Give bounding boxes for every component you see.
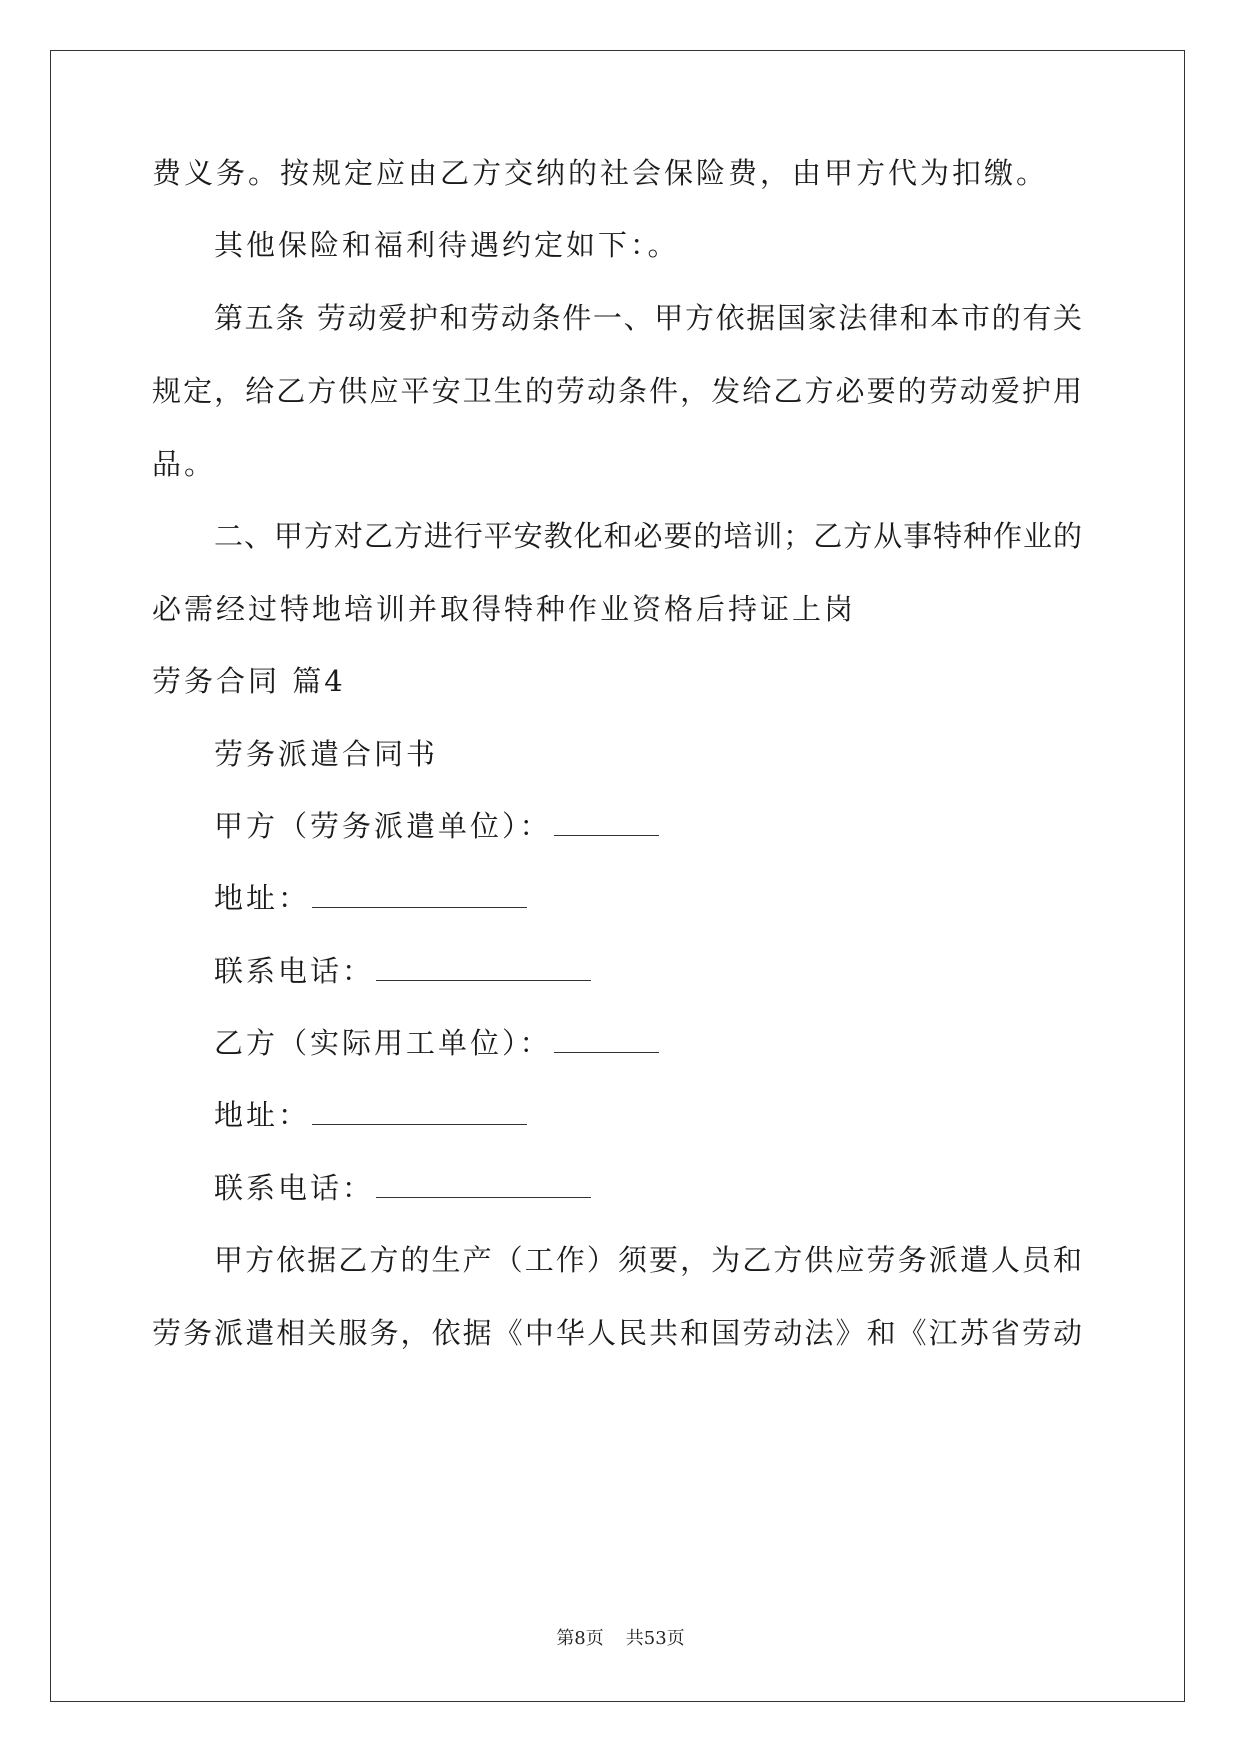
party-a-label: 甲方（劳务派遣单位）： <box>214 809 552 843</box>
party-b-address-line <box>214 1098 527 1132</box>
body-line-16: 甲方依据乙方的生产（工作）须要，为乙方供应劳务派遣人员和 <box>214 1243 1082 1277</box>
party-a-blank <box>554 815 659 836</box>
party-b-label: 乙方（实际用工单位）： <box>214 1026 552 1060</box>
body-line-7: 必需经过特地培训并取得特种作业资格后持证上岗 <box>152 592 857 626</box>
party-a-address-line <box>214 881 527 915</box>
body-line-4: 规定，给乙方供应平安卫生的劳动条件，发给乙方必要的劳动爱护用 <box>152 374 1082 408</box>
body-line-3: 第五条 劳动爱护和劳动条件一、甲方依据国家法律和本市的有关 <box>214 301 1082 335</box>
address-label: 地址： <box>214 881 311 915</box>
address-blank <box>312 1104 527 1125</box>
party-a-line <box>214 809 659 843</box>
party-b-line <box>214 1026 659 1060</box>
page-border <box>50 50 1185 1702</box>
address-label: 地址： <box>214 1098 311 1132</box>
phone-label: 联系电话： <box>214 954 375 988</box>
body-line-5: 品。 <box>152 447 217 481</box>
address-blank <box>312 887 527 908</box>
party-a-phone-line <box>214 954 591 988</box>
phone-blank <box>376 1177 591 1198</box>
page-footer <box>0 1624 1241 1650</box>
party-b-blank <box>554 1032 659 1053</box>
total-pages: 共53页 <box>625 1628 685 1649</box>
phone-blank <box>376 960 591 981</box>
body-line-1: 费义务。按规定应由乙方交纳的社会保险费，由甲方代为扣缴。 <box>152 156 1049 190</box>
phone-label: 联系电话： <box>214 1171 375 1205</box>
body-line-6: 二、甲方对乙方进行平安教化和必要的培训；乙方从事特种作业的 <box>214 519 1082 553</box>
contract-title: 劳务派遣合同书 <box>214 737 439 771</box>
body-line-2: 其他保险和福利待遇约定如下：。 <box>214 228 680 262</box>
party-b-phone-line <box>214 1171 591 1205</box>
section-heading: 劳务合同 篇4 <box>152 664 346 698</box>
page-number: 第8页 <box>556 1628 604 1649</box>
body-line-17: 劳务派遣相关服务，依据《中华人民共和国劳动法》和《江苏省劳动 <box>152 1316 1082 1350</box>
